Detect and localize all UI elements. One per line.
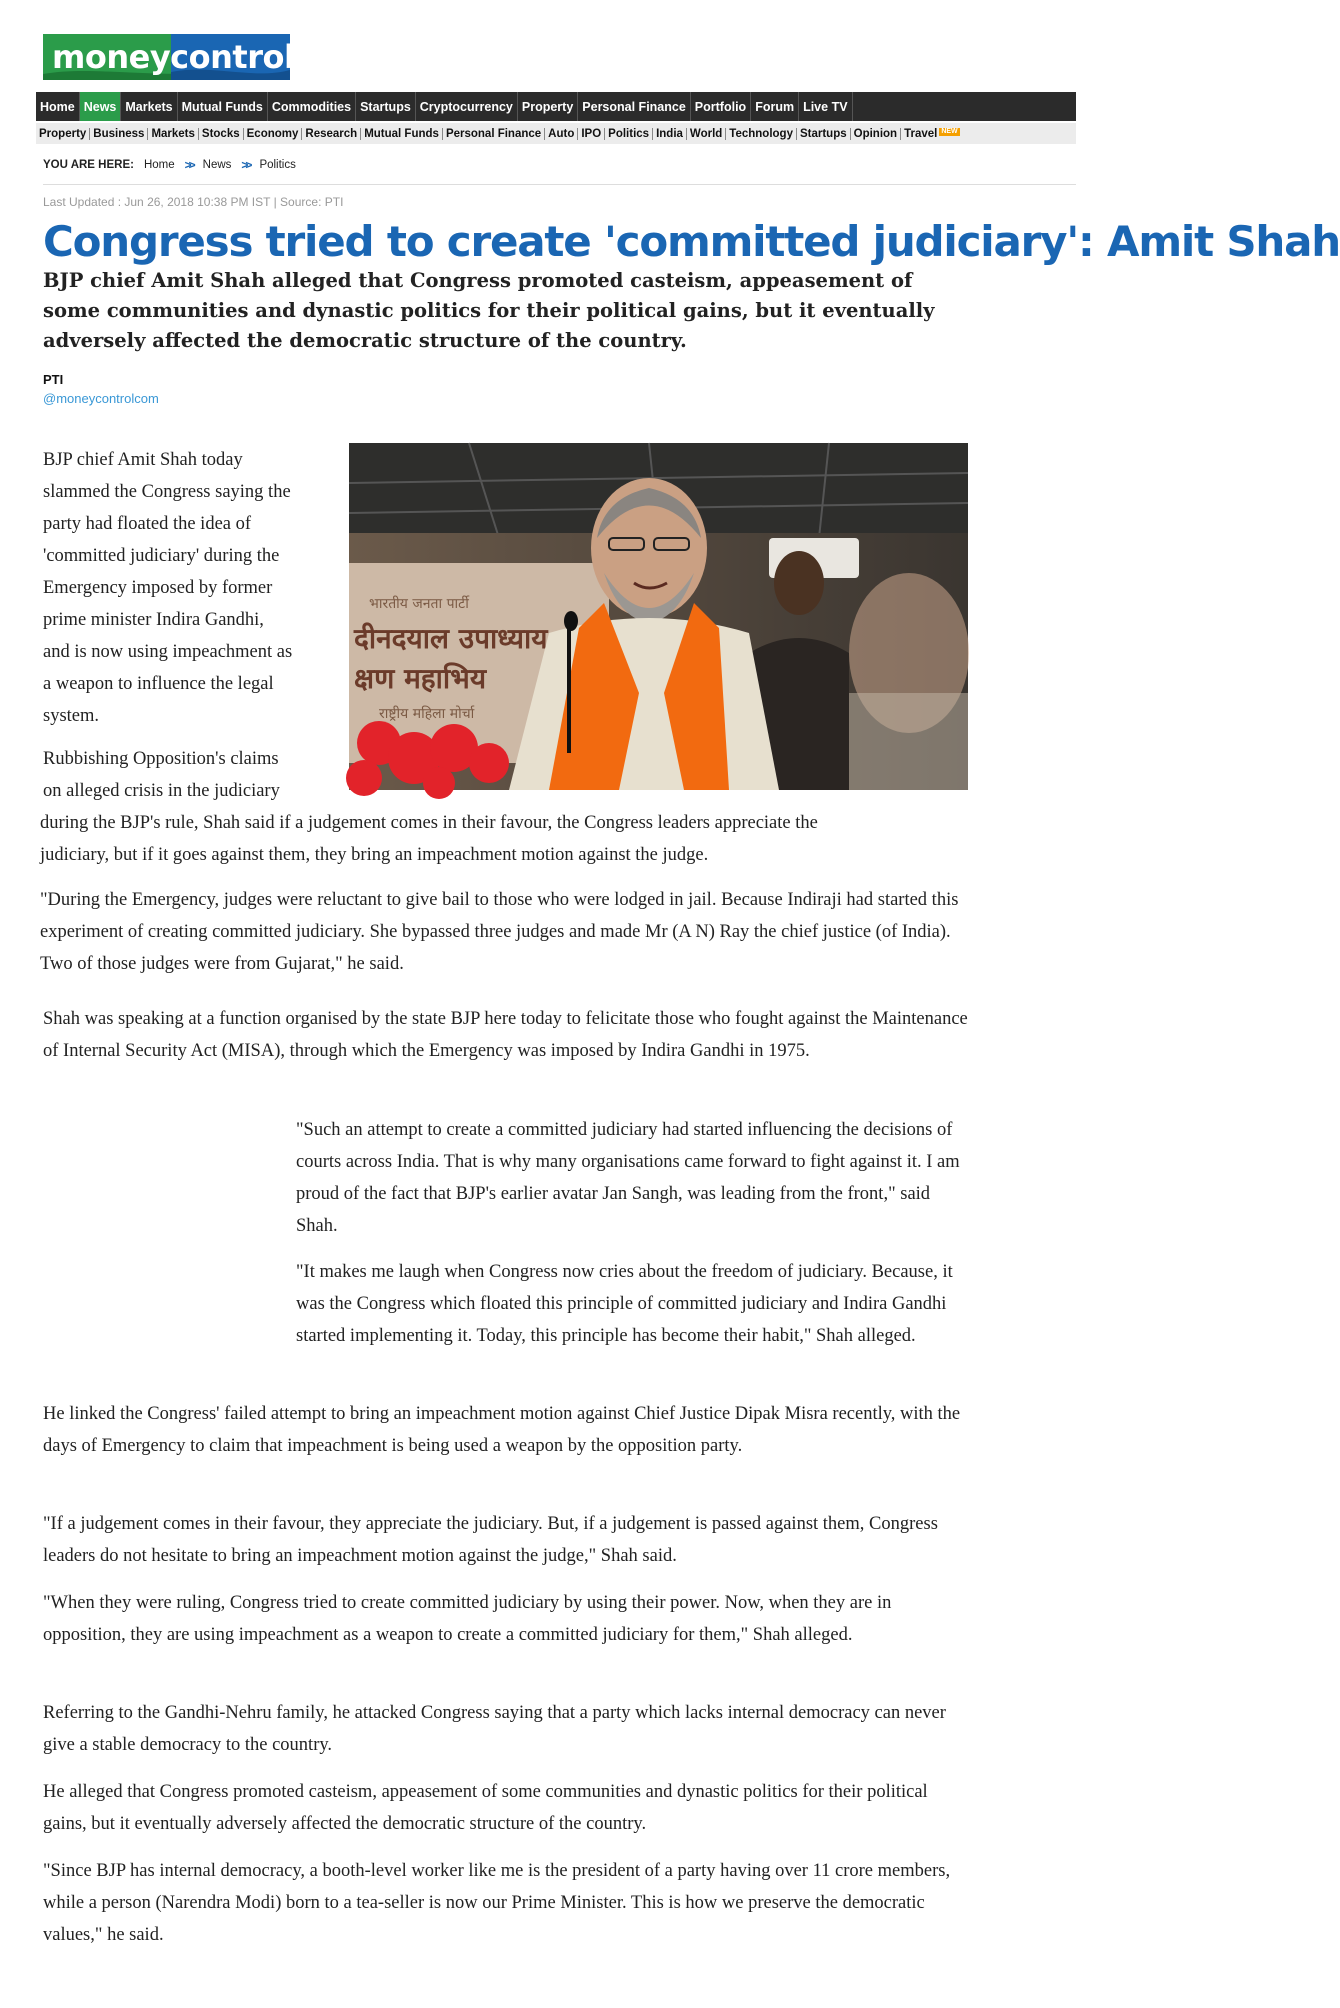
paragraph-1-line: and is now using impeachment as [43, 642, 293, 662]
article-summary: BJP chief Amit Shah alleged that Congress promoted casteism, appeasement of some communities and dynastic politics for their political gains, but it eventually adversely affected the democratic structure of the country. [43, 269, 935, 352]
nav-item-commodities[interactable]: Commodities [268, 92, 356, 121]
breadcrumb-home[interactable]: Home [143, 159, 175, 171]
paragraph-1-line: slammed the Congress saying the [43, 482, 291, 502]
logo-text-money: money [52, 38, 171, 76]
article-paragraph-3: "During the Emergency, judges were reluctant to give bail to those who were lodged in jail. Because Indiraji had started this experiment of creating committed judiciary. She bypassed three judges and made Mr (A N) Ray the chief justice (of India). Two of those judges were from Gujarat," he said. [40, 890, 959, 974]
paragraph-2-line: judiciary, but if it goes against them, they bring an impeachment motion against the judge. [40, 845, 709, 865]
logo-text-control: control [170, 38, 295, 76]
secondary-nav [36, 123, 1076, 144]
banner-line-4: राष्ट्रीय महिला मोर्चा [379, 706, 475, 722]
paragraph-1-line: prime minister Indira Gandhi, [43, 610, 264, 630]
subnav-item-technology[interactable]: Technology [726, 128, 797, 140]
chevron-double-right-icon: >> [184, 158, 193, 172]
paragraph-2-line: during the BJP's rule, Shah said if a judgement comes in their favour, the Congress leaders appreciate the [40, 813, 818, 833]
nav-item-portfolio[interactable]: Portfolio [691, 92, 751, 121]
paragraph-1-line: party had floated the idea of [43, 514, 252, 534]
article-paragraph-11: He alleged that Congress promoted casteism, appeasement of some communities and dynastic politics for their political gains, but it eventually adversely affected the democratic structure of the country. [43, 1782, 928, 1834]
primary-nav [36, 92, 1076, 121]
paragraph-2-line: on alleged crisis in the judiciary [43, 781, 280, 801]
subnav-item-markets[interactable]: Markets [148, 128, 198, 140]
nav-item-property[interactable]: Property [518, 92, 578, 121]
last-updated: Last Updated : Jun 26, 2018 10:38 PM IST | Source: PTI [43, 195, 344, 209]
subnav-item-ipo[interactable]: IPO [578, 128, 605, 140]
subnav-item-research[interactable]: Research [302, 128, 361, 140]
paragraph-1-line: BJP chief Amit Shah today [43, 450, 243, 470]
subnav-item-auto[interactable]: Auto [545, 128, 578, 140]
chevron-double-right-icon: >> [241, 158, 250, 172]
nav-item-personal-finance[interactable]: Personal Finance [578, 92, 691, 121]
paragraph-2-line: Rubbishing Opposition's claims [43, 749, 279, 769]
nav-item-forum[interactable]: Forum [751, 92, 799, 121]
breadcrumb-label: YOU ARE HERE: [43, 159, 134, 171]
breadcrumb-politics[interactable]: Politics [259, 159, 296, 171]
nav-item-cryptocurrency[interactable]: Cryptocurrency [416, 92, 518, 121]
nav-item-markets[interactable]: Markets [121, 92, 177, 121]
subnav-item-travel-label: Travel [904, 127, 938, 140]
paragraph-1-line: Emergency imposed by former [43, 578, 273, 598]
subnav-item-world[interactable]: World [687, 128, 726, 140]
article-paragraph-12: "Since BJP has internal democracy, a booth-level worker like me is the president of a party having over 11 crore members, while a person (Narendra Modi) born to a tea-seller is now our Prime Minister. This is how we preserve the democratic values," he said. [43, 1861, 951, 1945]
subnav-item-travel[interactable] [901, 128, 963, 140]
article-paragraph-4: Shah was speaking at a function organised by the state BJP here today to felicitate those who fought against the Maintenance of Internal Security Act (MISA), through which the Emergency was imposed by Indira Gandhi in 1975. [43, 1009, 968, 1061]
subnav-item-politics[interactable]: Politics [605, 128, 653, 140]
banner-line-1: भारतीय जनता पार्टी [369, 596, 469, 612]
nav-item-mutual-funds[interactable]: Mutual Funds [178, 92, 268, 121]
article-paragraph-7: He linked the Congress' failed attempt to bring an impeachment motion against Chief Justice Dipak Misra recently, with the days of Emergency to claim that impeachment is being used a weapon by the opposition party. [43, 1404, 961, 1456]
article-paragraph-8: "If a judgement comes in their favour, they appreciate the judiciary. But, if a judgement is passed against them, Congress leaders do not hesitate to bring an impeachment motion against the judge," Shah said. [43, 1514, 938, 1566]
photo-illustration [349, 443, 968, 790]
article-paragraph-10: Referring to the Gandhi-Nehru family, he attacked Congress saying that a party which lacks internal democracy can never give a stable democracy to the country. [43, 1703, 946, 1755]
article-title: Congress tried to create 'committed judiciary': Amit Shah [43, 217, 1340, 266]
divider [43, 184, 1076, 185]
subnav-item-personal-finance[interactable]: Personal Finance [443, 128, 545, 140]
paragraph-1-line: system. [43, 706, 100, 726]
article-paragraph-6: "It makes me laugh when Congress now cries about the freedom of judiciary. Because, it was the Congress which floated this principle of committed judiciary and Indira Gandhi started implementing it. Today, this principle has become their habit," Shah alleged. [296, 1262, 953, 1346]
subnav-item-india[interactable]: India [653, 128, 687, 140]
paragraph-1-line: a weapon to influence the legal [43, 674, 274, 694]
article-photo [349, 443, 968, 790]
subnav-item-economy[interactable]: Economy [244, 128, 303, 140]
moneycontrol-logo[interactable] [43, 34, 295, 80]
logo-text [52, 37, 294, 77]
breadcrumb [43, 158, 296, 172]
subnav-item-business[interactable]: Business [90, 128, 148, 140]
article-paragraph-2a [43, 743, 343, 807]
new-badge: NEW [941, 127, 958, 135]
banner-line-2: दीनदयाल उपाध्याय [354, 622, 548, 655]
article-paragraph-2b [40, 807, 980, 871]
subnav-item-opinion[interactable]: Opinion [851, 128, 901, 140]
article-author: PTI [43, 372, 64, 387]
banner-line-3: क्षण महाभिय [354, 662, 487, 695]
nav-item-live-tv[interactable]: Live TV [799, 92, 852, 121]
nav-item-startups[interactable]: Startups [356, 92, 416, 121]
article-paragraph-9: "When they were ruling, Congress tried to create committed judiciary by using their power. Now, when they are in opposition, they are using impeachment as a weapon to create a committed judiciary for them," Shah alleged. [43, 1593, 892, 1645]
article-paragraph-1 [43, 444, 343, 732]
subnav-item-startups[interactable]: Startups [797, 128, 851, 140]
nav-item-home[interactable]: Home [36, 92, 80, 121]
article-paragraph-5: "Such an attempt to create a committed judiciary had started influencing the decisions of courts across India. That is why many organisations came forward to fight against it. I am proud of the fact that BJP's earlier avatar Jan Sangh, was leading from the front," said Shah. [296, 1120, 960, 1236]
paragraph-1-line: 'committed judiciary' during the [43, 546, 280, 566]
breadcrumb-news[interactable]: News [202, 159, 232, 171]
subnav-item-stocks[interactable]: Stocks [199, 128, 244, 140]
subnav-item-mutual-funds[interactable]: Mutual Funds [361, 128, 443, 140]
subnav-item-property[interactable]: Property [36, 128, 90, 140]
author-twitter-handle[interactable]: @moneycontrolcom [43, 391, 159, 406]
nav-item-news[interactable]: News [80, 92, 122, 121]
